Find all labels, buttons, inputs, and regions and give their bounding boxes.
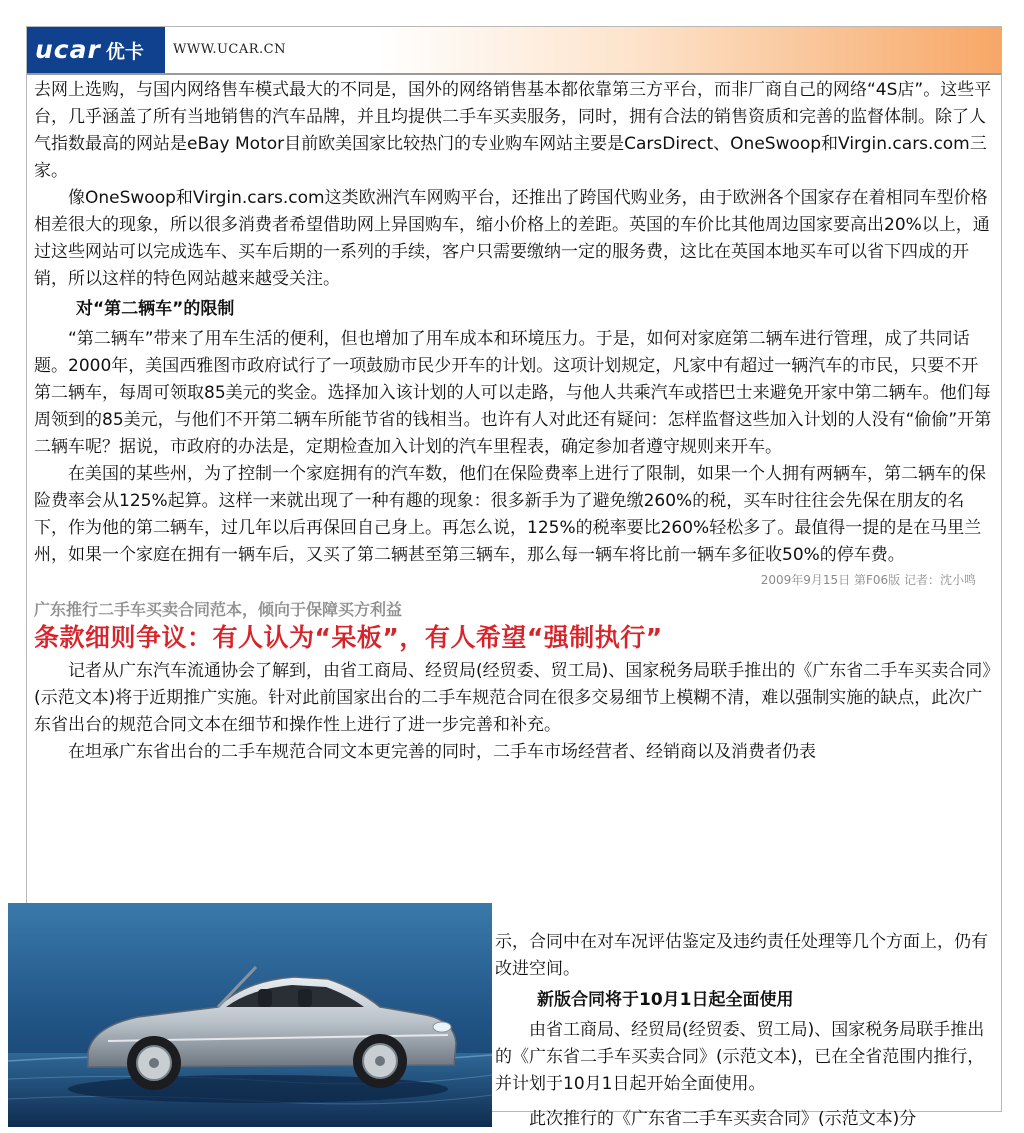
article2-subheading: 新版合同将于10月1日起全面使用	[537, 990, 794, 1010]
article1-paragraph-1: 去网上选购，与国内网络售车模式最大的不同是，国外的网络销售基本都依靠第三方平台，而非厂商自己的网络“4S店”。这些平台，几乎涵盖了所有当地销售的汽车品牌，并且均提供二手车买卖服务，同时，拥有合法的销售资质和完善的监督体制。除了人气指数最高的网站是eBay Motor目前欧美国家比较热门的专业购车网站主要是CarsDirect、OneSwoop和Virgin.cars.com三家。	[34, 80, 992, 181]
article-content	[34, 77, 994, 1129]
ucar-logo[interactable]	[27, 27, 165, 73]
article2-kicker: 广东推行二手车买卖合同范本，倾向于保障买方利益	[34, 600, 403, 619]
article1-paragraph-2: 像OneSwoop和Virgin.cars.com这类欧洲汽车网购平台，还推出了跨国代购业务，由于欧洲各个国家存在着相同车型价格相差很大的现象，所以很多消费者希望借助网上异国购车，缩小价格上的差距。英国的车价比其他周边国家要高出20%以上，通过这些网站可以完成选车、买车后期的一系列的手续，客户只需要缴纳一定的服务费，这比在英国本地买车可以省下四成的开销，所以这样的特色网站越来越受关注。	[34, 188, 990, 289]
article2-paragraph-2-start: 在坦承广东省出台的二手车规范合同文本更完善的同时，二手车市场经营者、经销商以及消费者仍表	[68, 742, 816, 762]
logo-text: ucar	[35, 35, 101, 64]
article2-headline: 条款细则争议：有人认为“呆板”，有人希望“强制执行”	[34, 623, 663, 652]
article1-paragraph-4: 在美国的某些州，为了控制一个家庭拥有的汽车数，他们在保险费率上进行了限制，如果一个人拥有两辆车，第二辆车的保险费率会从125%起算。这样一来就出现了一种有趣的现象：很多新手为了避免缴260%的税，买车时往往会先保在朋友的名下，作为他的第二辆车，过几年以后再保回自己身上。再怎么说，125%的税率要比260%轻松多了。最值得一提的是在马里兰州，如果一个家庭在拥有一辆车后，又买了第二辆甚至第三辆车，那么每一辆车将比前一辆车多征收50%的停车费。	[34, 464, 986, 565]
article1-paragraph-3: “第二辆车”带来了用车生活的便利，但也增加了用车成本和环境压力。于是，如何对家庭第二辆车进行管理，成了共同话题。2000年，美国西雅图市政府试行了一项鼓励市民少开车的计划。这项计划规定，凡家中有超过一辆汽车的市民，只要不开第二辆车，每周可领取85美元的奖金。选择加入该计划的人可以走路，与他人共乘汽车或搭巴士来避免开家中第二辆车。他们每周领到的85美元，与他们不开第二辆车所能节省的钱相当。也许有人对此还有疑问：怎样监督这些加入计划的人没有“偷偷”开第二辆车呢？据说，市政府的办法是，定期检查加入计划的汽车里程表，确定参加者遵守规则来开车。	[34, 329, 992, 457]
convertible-car-photo	[8, 903, 492, 1127]
car-illustration	[8, 903, 492, 1127]
article2-paragraph-1: 记者从广东汽车流通协会了解到，由省工商局、经贸局(经贸委、贸工局)、国家税务局联手推出的《广东省二手车买卖合同》(示范文本)将于近期推广实施。针对此前国家出台的二手车规范合同在很多交易细节上模糊不清，难以强制实施的缺点，此次广东省出台的规范合同文本在细节和操作性上进行了进一步完善和补充。	[34, 661, 991, 735]
article1-byline: 2009年9月15日 第F06版 记者：沈小鸣	[760, 573, 976, 587]
site-url[interactable]: WWW.UCAR.CN	[173, 42, 286, 57]
article2-paragraph-4: 此次推行的《广东省二手车买卖合同》(示范文本)分	[529, 1109, 917, 1129]
right-text-column	[495, 929, 994, 1133]
logo-cn-text: 优卡	[105, 41, 144, 63]
site-header	[27, 27, 1001, 75]
article1-subheading: 对“第二辆车”的限制	[76, 299, 235, 319]
article2-paragraph-2-rest: 示，合同中在对车况评估鉴定及违约责任处理等几个方面上，仍有改进空间。	[495, 932, 988, 979]
page-frame	[26, 26, 1002, 1129]
article2-paragraph-3: 由省工商局、经贸局(经贸委、贸工局)、国家税务局联手推出的《广东省二手车买卖合同》(示范文本)，已在全省范围内推行，并计划于10月1日起开始全面使用。	[495, 1020, 985, 1094]
